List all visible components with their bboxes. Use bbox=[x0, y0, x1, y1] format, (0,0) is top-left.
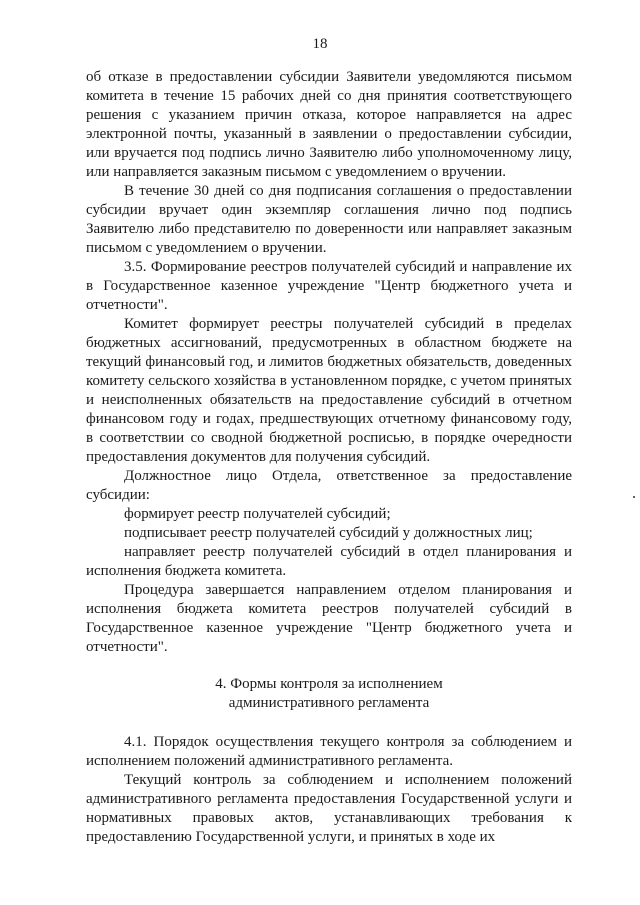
paragraph-responsible-official: Должностное лицо Отдела, ответственное за предоставление субсидии: bbox=[86, 468, 572, 503]
paragraph-agreement-delivery: В течение 30 дней со дня подписания соглашения о предоставлении субсидии вручает один экземпляр соглашения лично под подпись Заявителю либо представителю по доверенности или направляет заказным письмом с уведомлением о вручении. bbox=[86, 183, 572, 256]
scan-dot-mark bbox=[633, 496, 635, 498]
paragraph-committee-registers: Комитет формирует реестры получателей субсидий в пределах бюджетных ассигнований, предусмотренных в областном бюджете на текущий финансовый год, и лимитов бюджетных обязательств, доведенных комитету сельского хозяйства в установленном порядке, с учетом принятых и неисполненных обязательств на предоставление субсидий в отчетном финансовом году и годах, предшествующих отчетному финансовому году, в соответствии со сводной бюджетной росписью, в порядке очередности предоставления документов для получения субсидий. bbox=[86, 316, 572, 465]
section-heading bbox=[86, 675, 572, 713]
document-body bbox=[86, 68, 572, 847]
page-number: 18 bbox=[312, 36, 328, 52]
section-heading-line-2: административного регламента bbox=[228, 695, 430, 711]
section-heading-line-1: 4. Формы контроля за исполнением bbox=[215, 676, 443, 692]
paragraph-procedure-completion: Процедура завершается направлением отделом планирования и исполнения бюджета комитета реестров получателей субсидий в Государственное казенное учреждение "Центр бюджетного учета и отчетности". bbox=[86, 582, 572, 655]
paragraph-section-3-5: 3.5. Формирование реестров получателей субсидий и направление их в Государственное казенное учреждение "Центр бюджетного учета и отчетности". bbox=[86, 259, 572, 313]
paragraph-section-4-1: 4.1. Порядок осуществления текущего контроля за соблюдением и исполнением положений административного регламента. bbox=[86, 734, 572, 769]
paragraph-current-control: Текущий контроль за соблюдением и исполнением положений административного регламента предоставления Государственной услуги и нормативных правовых актов, устанавливающих требования к предоставлению Государственной услуги, и принятых в ходе их bbox=[86, 772, 572, 845]
paragraph-signs-register: подписывает реестр получателей субсидий у должностных лиц; bbox=[124, 525, 533, 541]
paragraph-forms-register: формирует реестр получателей субсидий; bbox=[124, 506, 391, 522]
paragraph-refusal-notice: об отказе в предоставлении субсидии Заявители уведомляются письмом комитета в течение 15 рабочих дней со дня принятия соответствующего решения с указанием причин отказа, которое направляется на адрес электронной почты, указанный в заявлении о предоставлении субсидии, или вручается под подпись лично Заявителю либо уполномоченному лицу, или направляется заказным письмом с уведомлением о вручении. bbox=[86, 69, 572, 180]
paragraph-sends-register: направляет реестр получателей субсидий в отдел планирования и исполнения бюджета комитета. bbox=[86, 544, 572, 579]
